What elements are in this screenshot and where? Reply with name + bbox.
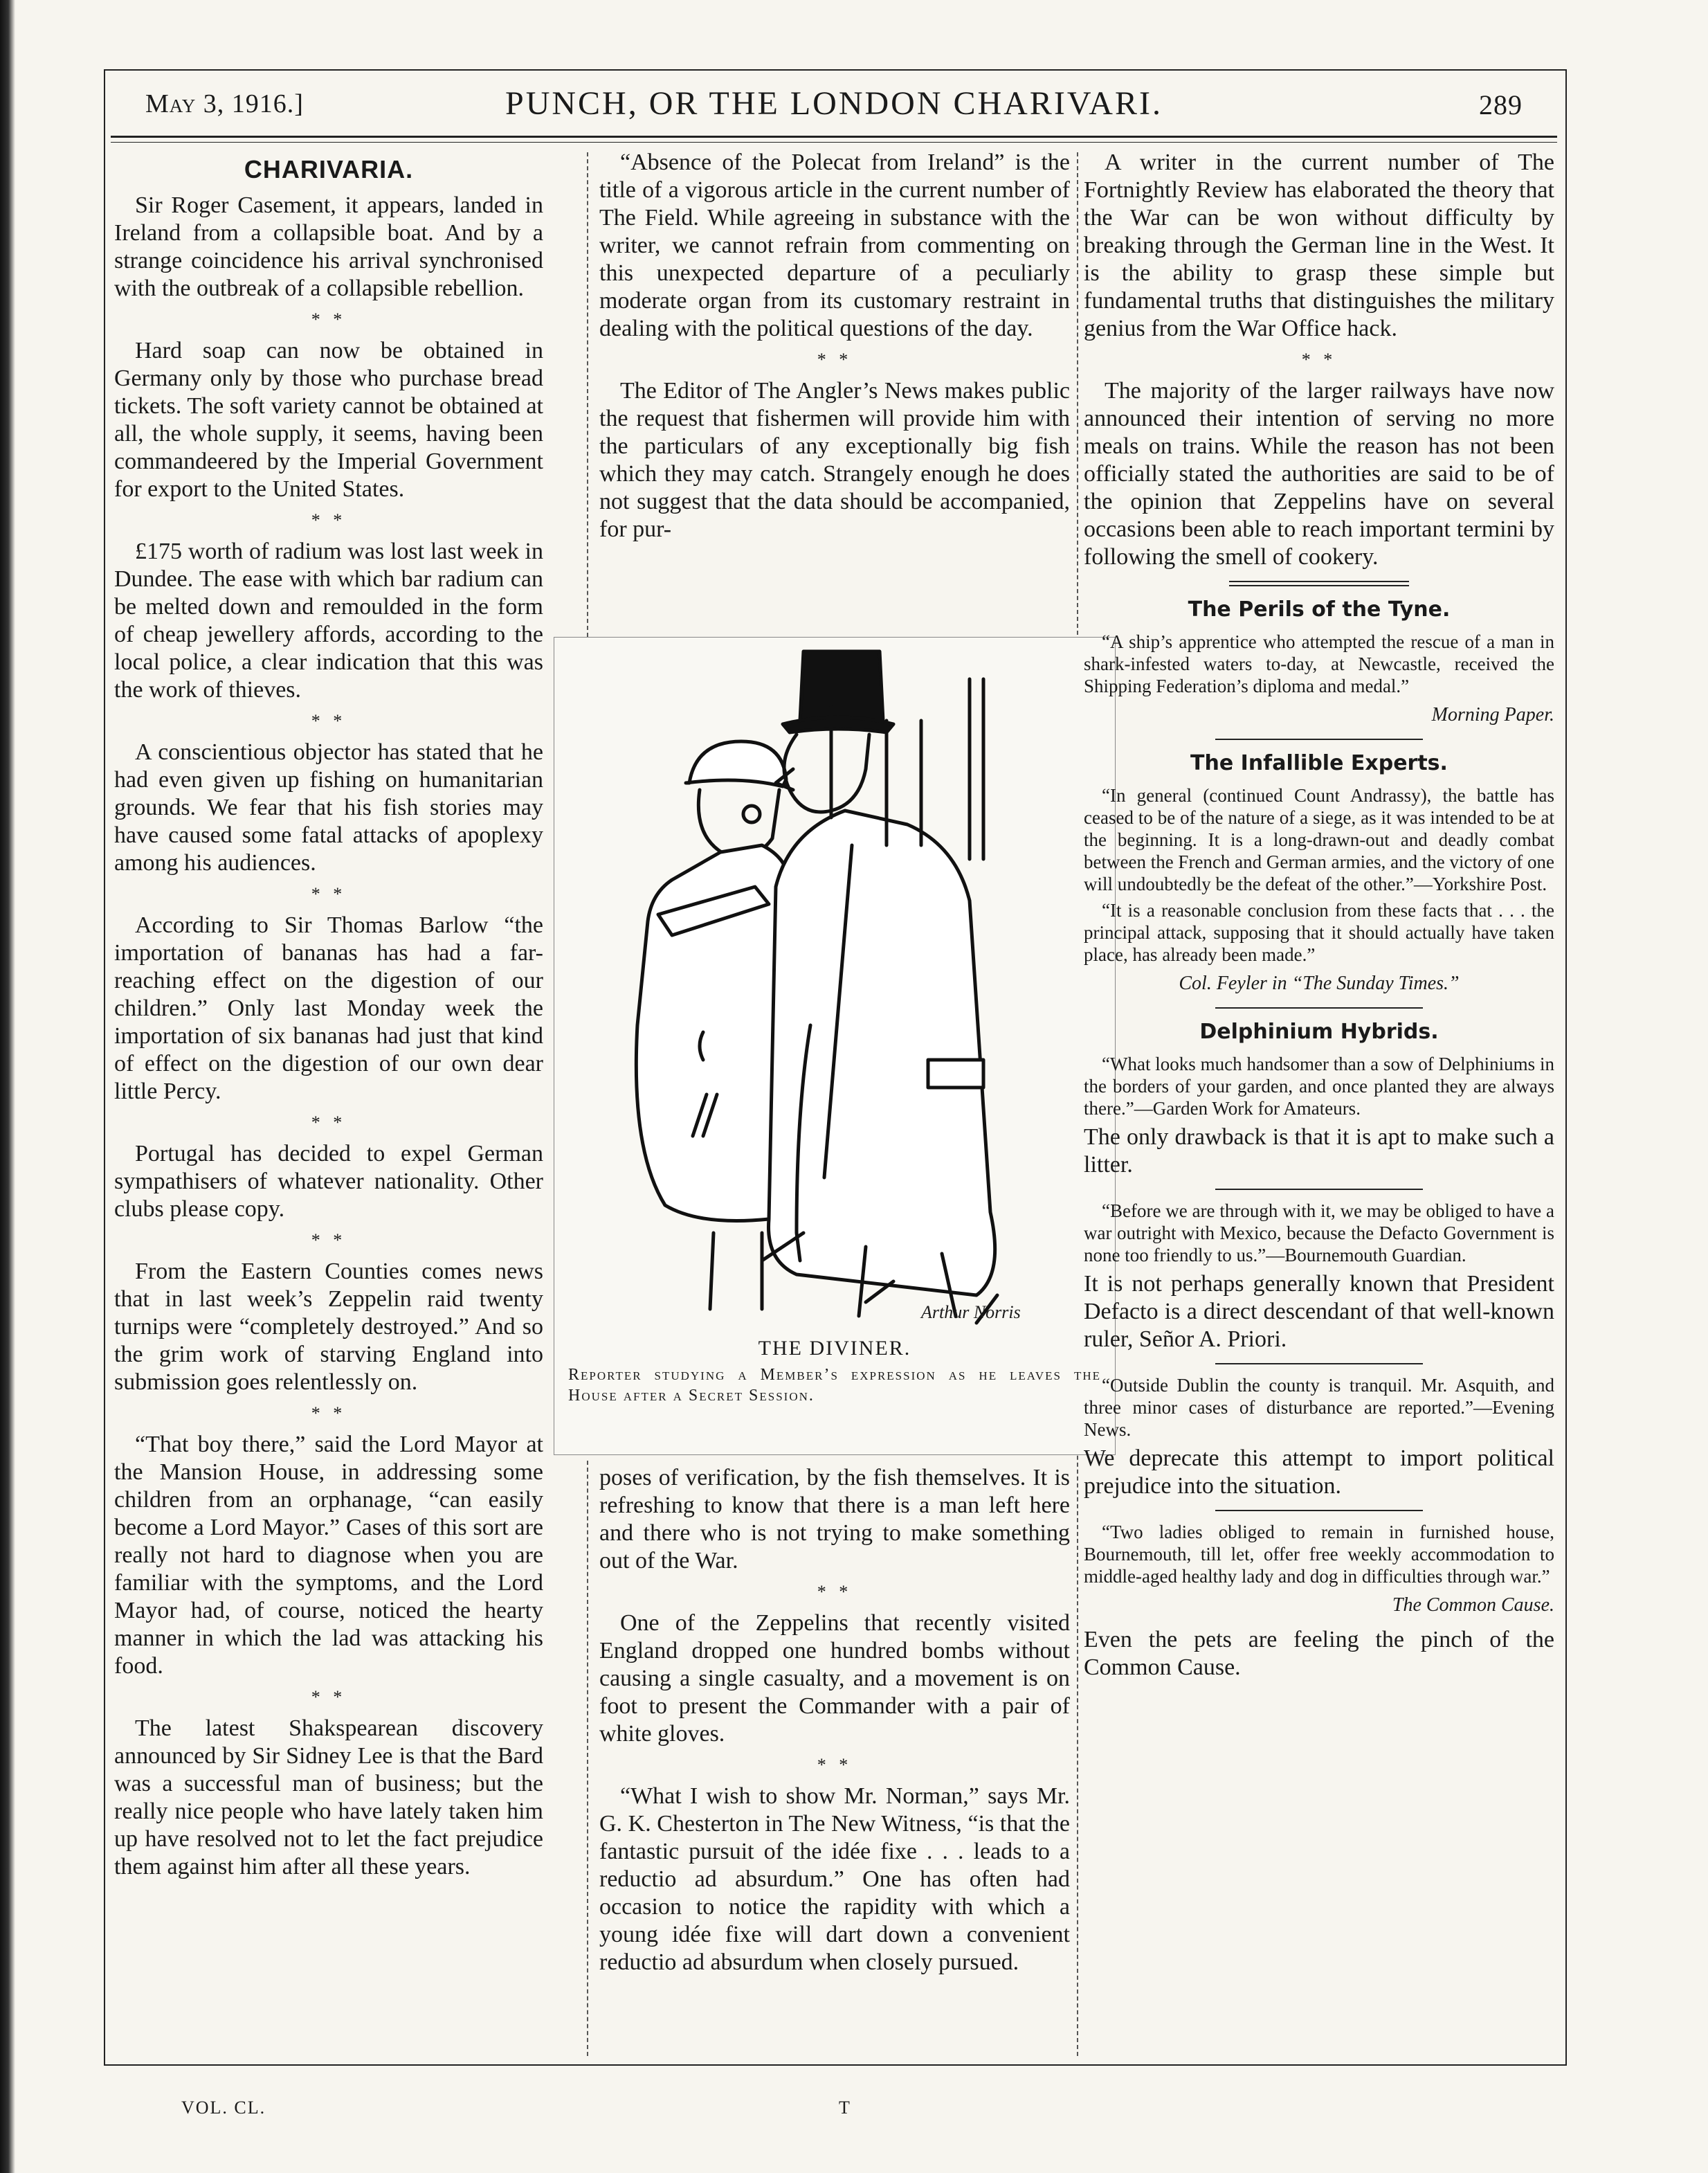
- item-heading: Delphinium Hybrids.: [1199, 1020, 1439, 1044]
- quote: “Two ladies obliged to remain in furnished house, Bournemouth, till let, offer free weekly accommodation to middle-aged healthy lady and dog in difficulties through war.”: [1084, 1522, 1554, 1587]
- cartoon-title: THE DIVINER.: [758, 1337, 911, 1360]
- paragraph: According to Sir Thomas Barlow “the importation of bananas has had a far-reaching effect on the digestion of our children.” Only last Monday week the importation of six bananas had just that kind of effect on the digestion of our own dear little Percy.: [114, 912, 543, 1104]
- paragraph: The latest Shakspearean discovery announced by Sir Sidney Lee is that the Bard was a successful man of business; but the really nice people who have lately taken him up have resolved not to let the fact prejudice them against him after all these years.: [114, 1715, 543, 1879]
- quoted-extract: [1084, 1374, 1554, 1441]
- column-right: [1084, 149, 1554, 1688]
- column-separator: [587, 152, 588, 637]
- paragraph: “What I wish to show Mr. Norman,” says Mr. G. K. Chesterton in The New Witness, “is that the fantastic pursuit of the idée fixe . . . leads to a reductio ad absurdum.” One has often had occasion to notice the rapidity with which a young idée fixe will dart down a convenient reductio ad absurdum when closely pursued.: [599, 1783, 1070, 1975]
- paragraph: “Absence of the Polecat from Ireland” is the title of a vigorous article in the current number of The Field. While agreeing in substance with the writer, we cannot refrain from commenting on this unexpected departure of a peculiarly moderate organ from its customary restraint in dealing with the political questions of the day.: [599, 150, 1070, 341]
- quoted-extract: [1084, 1053, 1554, 1119]
- artist-signature: Arthur Norris: [921, 1302, 1021, 1322]
- header-rule: [111, 136, 1557, 143]
- section-heading: CHARIVARIA.: [244, 155, 414, 183]
- cartoon-drawing: [554, 638, 1115, 1330]
- publication-title: PUNCH, OR THE LONDON CHARIVARI.: [505, 85, 1163, 122]
- quoted-extract: [1084, 1200, 1554, 1266]
- paragraph: “That boy there,” said the Lord Mayor at the Mansion House, in addressing some children from an orphanage, “can easily become a Lord Mayor.” Cases of this sort are really not hard to diagnose when you are familiar with the symptoms, and the Lord Mayor had, of course, noticed the hearty manner in which the lad was attacking his food.: [114, 1432, 543, 1679]
- paragraph: A conscientious objector has stated that he had even given up fishing on humanitarian grounds. We fear that his fish stories may have caused some fatal attacks of apoplexy among his audiences.: [114, 739, 543, 876]
- scanned-page-edge: [0, 0, 15, 2173]
- item-heading: The Perils of the Tyne.: [1188, 597, 1451, 622]
- paragraph: poses of verification, by the fish themselves. It is refreshing to know that there is a man left here and there who is not trying to make something out of the War.: [599, 1465, 1070, 1574]
- comment: We deprecate this attempt to import political prejudice into the situation.: [1084, 1445, 1554, 1499]
- issue-date: May 3, 1916.]: [145, 89, 304, 118]
- column-separator: [587, 1461, 588, 2056]
- column-left: [114, 149, 543, 1888]
- section-divider: [1215, 1189, 1423, 1190]
- column-middle-top: [599, 149, 1070, 550]
- page-number: 289: [1479, 89, 1523, 120]
- comment: The only drawback is that it is apt to make such a litter.: [1084, 1124, 1554, 1178]
- signature-mark: T: [839, 2098, 850, 2118]
- section-divider: [1215, 1510, 1423, 1511]
- paragraph: From the Eastern Counties comes news that in last week’s Zeppelin raid twenty turnips were “completely destroyed.” And so the grim work of starving England into submission goes relentlessly on.: [114, 1259, 543, 1395]
- cartoon-illustration: [554, 637, 1116, 1455]
- quote: “A ship’s apprentice who attempted the rescue of a man in shark-infested waters to-day, at Newcastle, received the Shipping Federation’s diploma and medal.”: [1084, 631, 1554, 696]
- asterism: * *: [311, 1112, 347, 1133]
- quote: “What looks much handsomer than a sow of Delphiniums in the borders of your garden, and once planted they are always there.”—Garden Work for Amateurs.: [1084, 1054, 1554, 1119]
- quoted-extract: [1084, 631, 1554, 697]
- paragraph: Portugal has decided to expel German sympathisers of whatever nationality. Other clubs please copy.: [114, 1141, 543, 1222]
- item-heading: The Infallible Experts.: [1190, 751, 1448, 775]
- quoted-extract: [1084, 1521, 1554, 1587]
- asterism: * *: [311, 1687, 347, 1707]
- asterism: * *: [817, 1755, 853, 1775]
- asterism: * *: [311, 309, 347, 330]
- paragraph: £175 worth of radium was lost last week in Dundee. The ease with which bar radium can be melted down and remoulded in the form of cheap jewellery affords, according to the local police, a clear indication that this was the work of thieves.: [114, 539, 543, 703]
- quote-source: Morning Paper.: [1431, 704, 1554, 725]
- asterism: * *: [311, 884, 347, 904]
- comment: It is not perhaps generally known that President Defacto is a direct descendant of that well-known ruler, Señor A. Priori.: [1084, 1271, 1554, 1352]
- quote: “It is a reasonable conclusion from these facts that . . . the principal attack, supposing that it should actually have taken place, has already been made.”: [1084, 900, 1554, 965]
- cartoon-caption: Reporter studying a Member’s expression as he leaves the House after a Secret Session.: [568, 1366, 1101, 1405]
- section-divider: [1229, 581, 1409, 586]
- asterism: * *: [817, 350, 853, 370]
- quote: “In general (continued Count Andrassy), the battle has ceased to be of the nature of a siege, as it was intended to be at the beginning. It is a long-drawn-out and deadly combat between the French and German armies, and the victory of one will undoubtedly be the defeat of the other.”—Yorkshire Post.: [1084, 785, 1554, 894]
- paragraph: One of the Zeppelins that recently visited England dropped one hundred bombs without causing a single casualty, and a movement is on foot to present the Commander with a pair of white gloves.: [599, 1610, 1070, 1747]
- section-divider: [1215, 739, 1423, 740]
- paragraph: The Editor of The Angler’s News makes public the request that fishermen will provide him with the particulars of any exceptionally big fish which they may catch. Strangely enough he does not suggest that the data should be accompanied, for pur-: [599, 378, 1070, 542]
- volume-label: VOL. CL.: [181, 2098, 266, 2118]
- asterism: * *: [817, 1582, 853, 1602]
- running-header: [104, 83, 1564, 132]
- quote: “Outside Dublin the county is tranquil. Mr. Asquith, and three minor cases of disturbance are reported.”—Evening News.: [1084, 1375, 1554, 1440]
- quote-source: The Common Cause.: [1392, 1594, 1554, 1616]
- section-divider: [1215, 1007, 1423, 1009]
- quote-source: Col. Feyler in “The Sunday Times.”: [1179, 973, 1460, 994]
- paragraph: A writer in the current number of The Fortnightly Review has elaborated the theory that the War can be won without difficulty by breaking through the German line in the West. It is the ability to grasp these simple but fundamental truths that distinguishes the military genius from the War Office hack.: [1084, 150, 1554, 341]
- column-middle-bottom: [599, 1464, 1070, 1983]
- paragraph: Sir Roger Casement, it appears, landed in Ireland from a collapsible boat. And by a strange coincidence his arrival synchronised with the outbreak of a collapsible rebellion.: [114, 192, 543, 301]
- asterism: * *: [311, 711, 347, 731]
- quote: “Before we are through with it, we may be obliged to have a war outright with Mexico, because the Defacto Government is none too friendly to us.”—Bournemouth Guardian.: [1084, 1200, 1554, 1265]
- asterism: * *: [1301, 350, 1337, 370]
- paragraph: The majority of the larger railways have now announced their intention of serving no more meals on trains. While the reason has not been officially stated the authorities are said to be of the opinion that Zeppelins have on several occasions been able to reach important termini by following the smell of cookery.: [1084, 378, 1554, 570]
- asterism: * *: [311, 1230, 347, 1250]
- asterism: * *: [311, 510, 347, 530]
- quoted-extract: [1084, 784, 1554, 966]
- asterism: * *: [311, 1403, 347, 1423]
- comment: Even the pets are feeling the pinch of the Common Cause.: [1084, 1627, 1554, 1680]
- section-divider: [1215, 1363, 1423, 1364]
- paragraph: Hard soap can now be obtained in Germany only by those who purchase bread tickets. The soft variety cannot be obtained at all, the whole supply, it seems, having been commandeered by the Imperial Government for export to the United States.: [114, 338, 543, 502]
